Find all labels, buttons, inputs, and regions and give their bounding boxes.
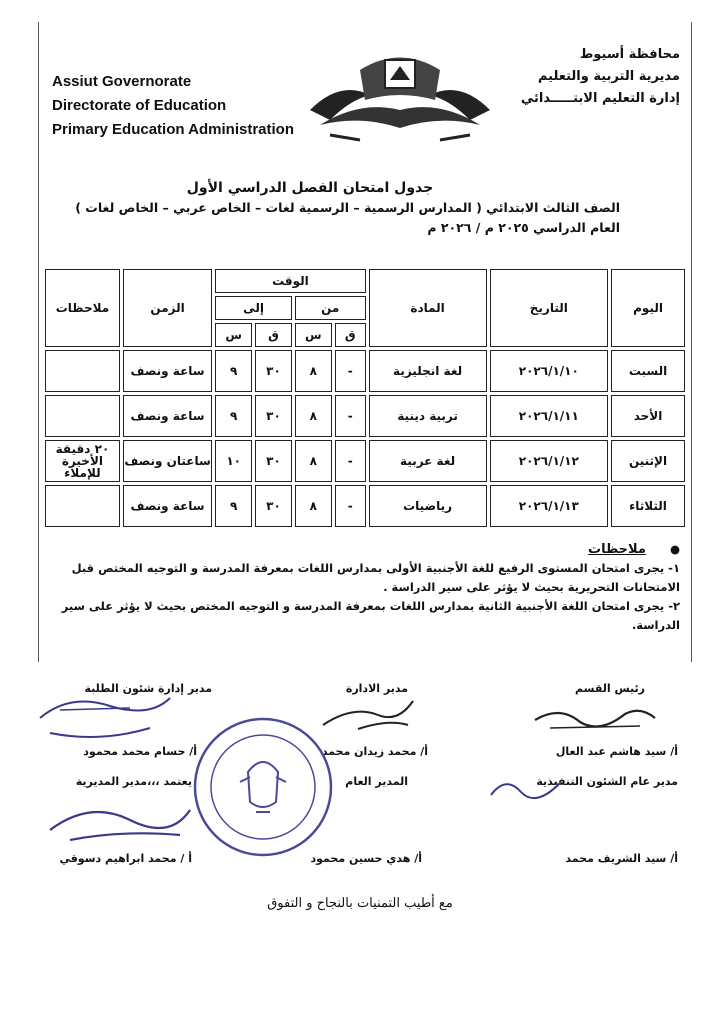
cell-day: السبت	[611, 350, 685, 392]
cell-duration: ساعتان ونصف	[123, 440, 212, 482]
cell-from-hour: ٨	[295, 395, 332, 437]
cell-duration: ساعة ونصف	[123, 395, 212, 437]
english-header	[52, 70, 294, 142]
ar-governorate: محافظة أسيوط	[579, 47, 680, 62]
cell-day: الأحد	[611, 395, 685, 437]
student-affairs-name: أ/ حسام محمد محمود	[83, 745, 197, 758]
head-title: رئيس القسم	[575, 682, 645, 695]
ar-directorate: مديرية التربية والتعليم	[537, 69, 680, 84]
directorate-director-title: يعتمد ،،،مدير المديرية	[75, 775, 192, 788]
cell-subject: لغة عربية	[369, 440, 487, 482]
exec-affairs-title: مدير عام الشئون التنفيذية	[536, 775, 678, 788]
header-time: الوقت	[215, 269, 365, 293]
table-row	[45, 350, 685, 392]
cell-to-hour: ٩	[215, 350, 252, 392]
cell-to-hour: ٩	[215, 485, 252, 527]
header-from-hour: س	[295, 323, 332, 347]
notes-section	[40, 540, 680, 635]
student-affairs-title: مدير إدارة شئون الطلبة	[84, 682, 212, 695]
cell-from-minute: -	[335, 440, 366, 482]
header-duration: الزمن	[123, 269, 212, 347]
bullet-icon: ●	[669, 542, 680, 556]
arabic-header	[521, 44, 680, 110]
en-governorate: Assiut Governorate	[52, 73, 192, 90]
cell-from-minute: -	[335, 485, 366, 527]
cell-to-minute: ٣٠	[255, 485, 292, 527]
admin-director-name: أ/ محمد زيدان محمد	[321, 745, 428, 758]
header-to-minute: ق	[255, 323, 292, 347]
en-administration: Primary Education Administration	[52, 121, 294, 138]
exam-schedule-table	[42, 266, 688, 530]
cell-date: ٢٠٢٦/١/١٣	[490, 485, 609, 527]
general-director-name: أ/ هدي حسين محمود	[310, 852, 422, 865]
cell-subject: لغة انجليزية	[369, 350, 487, 392]
directorate-director-name: أ / محمد ابراهيم دسوقي	[59, 852, 192, 865]
cell-to-minute: ٣٠	[255, 440, 292, 482]
head-name: أ/ سيد هاشم عبد العال	[555, 745, 678, 758]
notes-title: ملاحظات	[588, 542, 646, 557]
header-notes: ملاحظات	[45, 269, 120, 347]
table-row	[45, 440, 685, 482]
header-date: التاريخ	[490, 269, 609, 347]
ar-administration: إدارة التعليم الابتـــــدائي	[520, 91, 680, 106]
header-from: من	[295, 296, 366, 320]
cell-duration: ساعة ونصف	[123, 485, 212, 527]
closing-wish: مع أطيب التمنيات بالنجاح و التفوق	[267, 896, 453, 911]
cell-to-minute: ٣٠	[255, 350, 292, 392]
ministry-logo-icon	[300, 40, 500, 150]
signature-scribble-icon	[486, 770, 566, 810]
general-director-title: المدير العام	[345, 775, 408, 788]
exec-affairs-name: أ/ سيد الشريف محمد	[565, 852, 678, 865]
cell-date: ٢٠٢٦/١/١١	[490, 395, 609, 437]
cell-to-minute: ٣٠	[255, 395, 292, 437]
header-to: إلى	[215, 296, 292, 320]
cell-to-hour: ٩	[215, 395, 252, 437]
cell-from-hour: ٨	[295, 440, 332, 482]
cell-from-minute: -	[335, 350, 366, 392]
en-directorate: Directorate of Education	[52, 97, 227, 114]
cell-day: الإثنين	[611, 440, 685, 482]
cell-notes	[45, 350, 120, 392]
header-subject: المادة	[369, 269, 487, 347]
header-day: اليوم	[611, 269, 685, 347]
cell-from-minute: -	[335, 395, 366, 437]
cell-day: الثلاثاء	[611, 485, 685, 527]
admin-director-title: مدير الادارة	[345, 682, 408, 695]
cell-date: ٢٠٢٦/١/١٢	[490, 440, 609, 482]
document-titles	[60, 178, 620, 238]
cell-from-hour: ٨	[295, 485, 332, 527]
official-stamp-icon	[188, 712, 338, 862]
year-line: العام الدراسي ٢٠٢٥ م / ٢٠٢٦ م	[427, 220, 620, 235]
header-to-hour: س	[215, 323, 252, 347]
cell-notes: ٢٠ دقيقة الأخيرة للإملاء	[45, 440, 120, 482]
cell-notes	[45, 485, 120, 527]
signature-scribble-icon	[530, 700, 660, 736]
cell-to-hour: ١٠	[215, 440, 252, 482]
cell-duration: ساعة ونصف	[123, 350, 212, 392]
notes-heading	[40, 540, 680, 559]
note-item-1: ١- يجرى امتحان المستوى الرفيع للغة الأجنبية الأولى بمدارس اللغات بمعرفة المدرسة و التوجيه المختص قبل الامتحانات التحريرية بحيث لا يؤثر على سير الدراسة .	[71, 561, 680, 594]
cell-notes	[45, 395, 120, 437]
signature-scribble-icon	[40, 790, 200, 850]
cell-from-hour: ٨	[295, 350, 332, 392]
cell-subject: تربية دينية	[369, 395, 487, 437]
signature-scribble-icon	[30, 688, 180, 748]
table-row	[45, 395, 685, 437]
grade-line: الصف الثالث الابتدائي ( المدارس الرسمية – الرسمية لغات – الخاص عربي – الخاص لغات )	[75, 200, 620, 215]
note-item-2: ٢- يجرى امتحان اللغة الأجنبية الثانية بمدارس اللغات بمعرفة المدرسة و التوجيه المختص بحيث لا يؤثر على سير الدراسة.	[61, 599, 680, 632]
main-title: جدول امتحان الفصل الدراسي الأول	[186, 180, 434, 196]
cell-subject: رياضيات	[369, 485, 487, 527]
table-row	[45, 485, 685, 527]
header-from-minute: ق	[335, 323, 366, 347]
cell-date: ٢٠٢٦/١/١٠	[490, 350, 609, 392]
